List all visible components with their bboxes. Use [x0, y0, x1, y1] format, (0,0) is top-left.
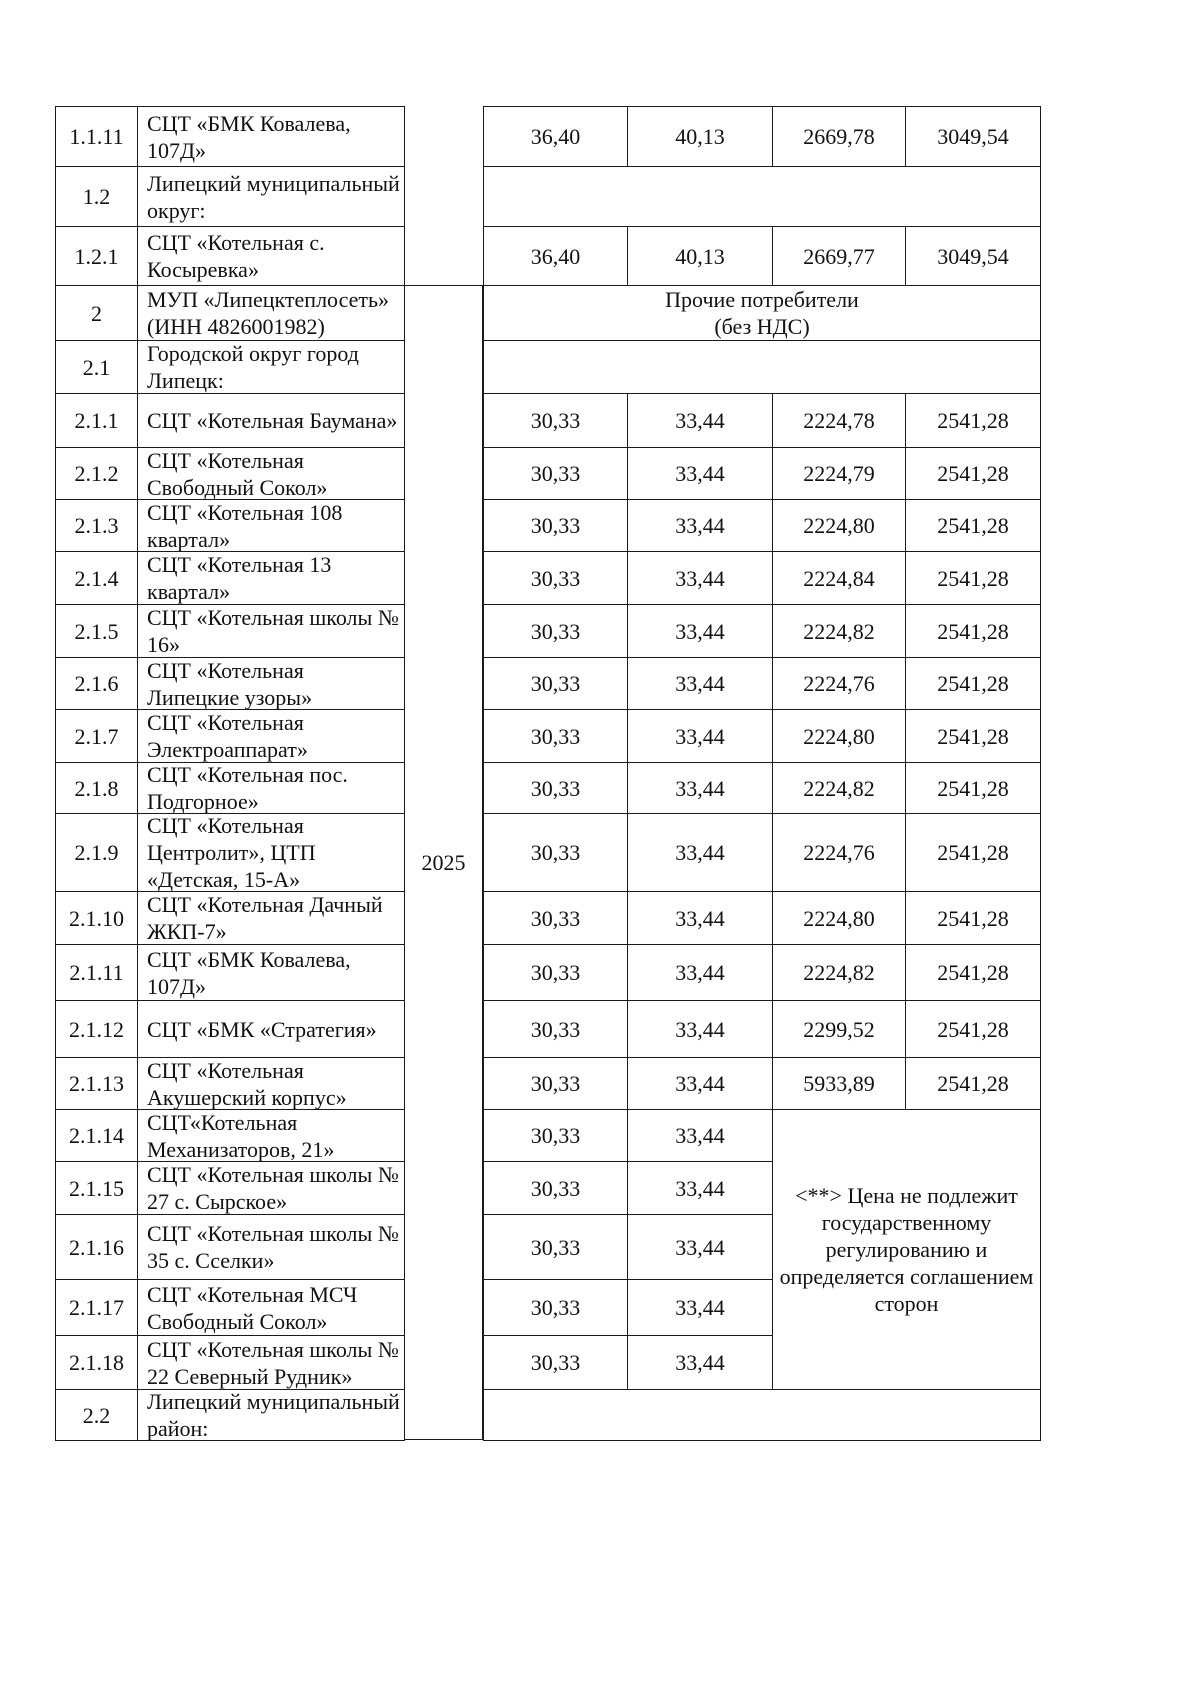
tariff-value-1-text: 30,33 — [530, 1350, 581, 1375]
tariff-value-1-text: 36,40 — [530, 124, 581, 149]
row-name — [137, 709, 405, 763]
row-name-text: СЦТ «Котельная МСЧ Свободный Сокол» — [147, 1281, 358, 1334]
tariff-value-2 — [627, 813, 773, 892]
row-number — [55, 891, 138, 945]
tariff-value-4-text: 2541,28 — [937, 1016, 1009, 1042]
row-number-text: 2 — [91, 300, 102, 326]
tariff-value-3-text: 2224,82 — [803, 618, 875, 644]
row-number-text: 2.1.16 — [69, 1234, 124, 1260]
row-name-text: СЦТ«Котельная Механизаторов, 21» — [147, 1109, 335, 1162]
tariff-value-1 — [483, 1214, 628, 1280]
tariff-value-3-text: 2669,77 — [803, 243, 875, 269]
tariff-value-1-text: 30,33 — [530, 1175, 581, 1201]
row-name — [137, 226, 405, 286]
tariff-value-1-text: 30,33 — [530, 513, 581, 538]
tariff-value-4-text: 3049,54 — [937, 124, 1009, 149]
row-name — [137, 1214, 405, 1280]
row-number — [55, 1057, 138, 1110]
row-name-text: Городской округ город Липецк: — [147, 341, 359, 393]
tariff-value-4 — [905, 499, 1041, 552]
tariff-value-2 — [627, 1109, 773, 1162]
tariff-value-3-text: 2224,76 — [803, 840, 875, 865]
tariff-value-4 — [905, 709, 1041, 763]
tariff-value-1-text: 30,33 — [530, 565, 581, 591]
row-number — [55, 1161, 138, 1215]
row-name-text: СЦТ «Котельная школы № 16» — [147, 605, 399, 657]
row-number — [55, 1214, 138, 1280]
tariff-value-4 — [905, 944, 1041, 1001]
year-cell — [404, 285, 483, 1440]
no-vat-label: (без НДС) — [714, 314, 810, 339]
tariff-value-4-text: 2541,28 — [937, 1071, 1009, 1096]
row-number-text: 1.2 — [82, 184, 111, 209]
tariff-value-3 — [772, 813, 906, 892]
row-name — [137, 1109, 405, 1162]
other-consumers-label: Прочие потребители — [665, 287, 859, 312]
tariff-value-2-text: 33,44 — [675, 1350, 725, 1375]
row-name-text: СЦТ «Котельная Электроаппарат» — [147, 710, 308, 762]
tariff-value-2-text: 33,44 — [675, 618, 725, 644]
tariff-value-1 — [483, 1279, 628, 1336]
row-number-text: 2.1.3 — [74, 513, 119, 538]
tariff-value-4-text: 3049,54 — [937, 243, 1009, 269]
row-number — [55, 106, 138, 167]
tariff-value-4 — [905, 657, 1041, 710]
tariff-value-1-text: 30,33 — [530, 461, 581, 486]
tariff-value-3-text: 2224,76 — [803, 671, 875, 696]
row-name-text: СЦТ «БМК Ковалева, 107Д» — [147, 946, 351, 999]
tariff-value-1-text: 30,33 — [530, 1123, 581, 1148]
tariff-value-2-text: 33,44 — [675, 960, 725, 985]
row-name — [137, 166, 405, 227]
tariff-value-2 — [627, 891, 773, 945]
row-number — [55, 285, 138, 341]
row-number — [55, 499, 138, 552]
row-name — [137, 604, 405, 658]
tariff-value-4-text: 2541,28 — [937, 618, 1009, 644]
tariff-value-3-text: 2224,80 — [803, 513, 875, 538]
tariff-value-4 — [905, 1057, 1041, 1110]
tariff-value-3-text: 2224,79 — [803, 461, 875, 486]
row-number-text: 2.1.2 — [74, 461, 119, 486]
row-name — [137, 1161, 405, 1215]
row-name-text: СЦТ «Котельная Баумана» — [147, 408, 398, 433]
tariff-value-3-text: 5933,89 — [803, 1071, 875, 1096]
tariff-value-1 — [483, 1161, 628, 1215]
tariff-value-2-text: 33,44 — [675, 840, 725, 865]
tariff-value-4-text: 2541,28 — [937, 513, 1009, 538]
tariff-value-4-text: 2541,28 — [937, 960, 1009, 985]
tariff-value-1-text: 30,33 — [530, 671, 581, 696]
row-number-text: 2.1.1 — [74, 408, 119, 433]
regulation-note-text: <**> Цена не подлежит государственному регулированию и определяется соглашением сторон — [779, 1183, 1034, 1316]
tariff-value-2 — [627, 604, 773, 658]
tariff-value-1 — [483, 106, 628, 167]
tariff-value-4-text: 2541,28 — [937, 461, 1009, 486]
row-name-text: СЦТ «БМК «Стратегия» — [147, 1016, 377, 1042]
tariff-value-3 — [772, 709, 906, 763]
row-number — [55, 1335, 138, 1390]
tariff-value-2 — [627, 1214, 773, 1280]
tariff-value-1-text: 30,33 — [530, 1234, 581, 1260]
tariff-value-2-text: 33,44 — [675, 671, 725, 696]
tariff-value-2-text: 33,44 — [675, 723, 725, 749]
tariff-value-2-text: 33,44 — [675, 1123, 725, 1148]
tariff-value-2 — [627, 1335, 773, 1390]
tariff-value-3-text: 2224,84 — [803, 565, 875, 591]
tariff-value-3-text: 2299,52 — [803, 1016, 875, 1042]
row-number-text: 2.1.18 — [69, 1350, 124, 1375]
tariff-value-1-text: 30,33 — [530, 960, 581, 985]
row-name-text: СЦТ «Котельная 13 квартал» — [147, 552, 332, 604]
tariff-value-2 — [627, 1057, 773, 1110]
tariff-value-1-text: 30,33 — [530, 1295, 581, 1320]
tariff-value-1-text: 30,33 — [530, 1071, 581, 1096]
row-number-text: 2.1.9 — [74, 840, 119, 865]
row-number-text: 2.1.8 — [74, 775, 119, 801]
consumer-group-header — [483, 285, 1041, 341]
row-name-text: Липецкий муниципальный район: — [147, 1389, 400, 1441]
row-name — [137, 1000, 405, 1058]
row-name-text: СЦТ «Котельная Акушерский корпус» — [147, 1057, 347, 1110]
tariff-value-2-text: 33,44 — [675, 1295, 725, 1320]
empty-group-row — [483, 166, 1041, 227]
tariff-value-4 — [905, 551, 1041, 605]
tariff-value-1 — [483, 1335, 628, 1390]
tariff-value-3-text: 2224,82 — [803, 775, 875, 801]
tariff-value-2 — [627, 762, 773, 814]
tariff-value-2 — [627, 226, 773, 286]
tariff-value-2-text: 33,44 — [675, 1175, 725, 1201]
row-name — [137, 1057, 405, 1110]
row-number-text: 2.1.4 — [74, 565, 119, 591]
row-name — [137, 1389, 405, 1441]
tariff-value-3-text: 2224,80 — [803, 905, 875, 931]
row-number — [55, 1389, 138, 1441]
tariff-value-1 — [483, 499, 628, 552]
row-number-text: 2.1.12 — [69, 1016, 124, 1042]
tariff-value-2 — [627, 1161, 773, 1215]
tariff-value-2 — [627, 709, 773, 763]
tariff-value-2-text: 33,44 — [675, 461, 725, 486]
row-number-text: 2.1.17 — [69, 1295, 124, 1320]
row-number-text: 2.1.11 — [69, 960, 124, 985]
tariff-value-4 — [905, 813, 1041, 892]
tariff-value-4-text: 2541,28 — [937, 775, 1009, 801]
row-name — [137, 657, 405, 710]
row-name-text: СЦТ «Котельная школы № 27 с. Сырское» — [147, 1162, 399, 1214]
row-number-text: 2.1.5 — [74, 618, 119, 644]
tariff-value-4 — [905, 447, 1041, 500]
row-name-text: СЦТ «Котельная Липецкие узоры» — [147, 657, 313, 710]
tariff-value-1-text: 30,33 — [530, 408, 581, 433]
tariff-value-3 — [772, 762, 906, 814]
row-number-text: 2.1.15 — [69, 1175, 124, 1201]
tariff-value-2 — [627, 1000, 773, 1058]
tariff-value-1 — [483, 551, 628, 605]
tariff-value-3 — [772, 447, 906, 500]
tariff-value-3 — [772, 106, 906, 167]
tariff-value-3-text: 2224,80 — [803, 723, 875, 749]
tariff-value-1 — [483, 1109, 628, 1162]
row-number — [55, 944, 138, 1001]
row-name-text: СЦТ «Котельная 108 квартал» — [147, 499, 343, 552]
tariff-value-3 — [772, 1057, 906, 1110]
tariff-value-2-text: 33,44 — [675, 1016, 725, 1042]
tariff-value-3 — [772, 604, 906, 658]
tariff-value-4 — [905, 1000, 1041, 1058]
row-number-text: 2.1.13 — [69, 1071, 124, 1096]
row-name-text: СЦТ «Котельная Дачный ЖКП-7» — [147, 892, 383, 944]
row-number — [55, 1279, 138, 1336]
tariff-value-2-text: 33,44 — [675, 408, 725, 433]
row-number-text: 2.2 — [82, 1402, 111, 1428]
tariff-value-3-text: 2669,78 — [803, 124, 875, 149]
tariff-value-2 — [627, 551, 773, 605]
row-number-text: 2.1.6 — [74, 671, 119, 696]
tariff-value-3 — [772, 944, 906, 1001]
row-name-text: СЦТ «БМК Ковалева, 107Д» — [147, 110, 351, 163]
tariff-value-1 — [483, 709, 628, 763]
tariff-value-1-text: 36,40 — [530, 243, 581, 269]
tariff-value-4 — [905, 226, 1041, 286]
tariff-value-2-text: 33,44 — [675, 775, 725, 801]
row-number-text: 2.1 — [82, 354, 111, 380]
tariff-value-2 — [627, 499, 773, 552]
tariff-value-4 — [905, 393, 1041, 448]
tariff-value-3 — [772, 393, 906, 448]
row-name — [137, 551, 405, 605]
row-number-text: 1.1.11 — [69, 124, 124, 149]
tariff-value-1 — [483, 891, 628, 945]
row-name — [137, 1335, 405, 1390]
tariff-value-2 — [627, 106, 773, 167]
tariff-value-3 — [772, 551, 906, 605]
row-name-text: Липецкий муниципальный округ: — [147, 170, 400, 223]
tariff-value-3 — [772, 226, 906, 286]
tariff-value-1 — [483, 944, 628, 1001]
row-name-text: СЦТ «Котельная школы № 22 Северный Рудник» — [147, 1336, 399, 1389]
regulation-note — [772, 1109, 1041, 1390]
row-number-text: 2.1.10 — [69, 905, 124, 931]
tariff-value-4-text: 2541,28 — [937, 840, 1009, 865]
tariff-value-4 — [905, 762, 1041, 814]
tariff-value-3-text: 2224,82 — [803, 960, 875, 985]
tariff-value-1 — [483, 762, 628, 814]
row-name — [137, 499, 405, 552]
tariff-value-1 — [483, 604, 628, 658]
tariff-value-3 — [772, 891, 906, 945]
tariff-value-4-text: 2541,28 — [937, 408, 1009, 433]
tariff-value-4-text: 2541,28 — [937, 565, 1009, 591]
row-number — [55, 813, 138, 892]
tariff-value-1 — [483, 657, 628, 710]
row-name — [137, 340, 405, 394]
row-number — [55, 1109, 138, 1162]
tariff-value-3 — [772, 499, 906, 552]
row-name — [137, 285, 405, 341]
year-cell-text: 2025 — [421, 849, 466, 875]
tariff-value-1-text: 30,33 — [530, 775, 581, 801]
empty-group-row — [483, 340, 1041, 394]
tariff-value-2 — [627, 447, 773, 500]
row-name — [137, 813, 405, 892]
tariff-value-3 — [772, 657, 906, 710]
row-number-text: 2.1.14 — [69, 1123, 124, 1148]
row-number — [55, 340, 138, 394]
tariff-value-4 — [905, 604, 1041, 658]
tariff-value-2-text: 33,44 — [675, 513, 725, 538]
tariff-value-1 — [483, 1000, 628, 1058]
row-number-text: 1.2.1 — [74, 243, 119, 269]
tariff-value-4 — [905, 106, 1041, 167]
tariff-value-1-text: 30,33 — [530, 840, 581, 865]
row-name-text: СЦТ «Котельная с. Косыревка» — [147, 230, 325, 282]
tariff-value-2 — [627, 657, 773, 710]
tariff-value-4-text: 2541,28 — [937, 723, 1009, 749]
tariff-value-1-text: 30,33 — [530, 1016, 581, 1042]
tariff-value-1 — [483, 1057, 628, 1110]
tariff-value-2-text: 40,13 — [675, 124, 725, 149]
row-number — [55, 1000, 138, 1058]
row-name — [137, 762, 405, 814]
row-number-text: 2.1.7 — [74, 723, 119, 749]
row-name-text: СЦТ «Котельная школы № 35 с. Сселки» — [147, 1221, 399, 1273]
tariff-value-1-text: 30,33 — [530, 905, 581, 931]
row-number — [55, 226, 138, 286]
tariff-value-4-text: 2541,28 — [937, 905, 1009, 931]
row-number — [55, 657, 138, 710]
tariff-value-1-text: 30,33 — [530, 723, 581, 749]
tariff-value-2-text: 33,44 — [675, 565, 725, 591]
row-name — [137, 1279, 405, 1336]
tariff-value-4 — [905, 891, 1041, 945]
row-number — [55, 709, 138, 763]
row-divider-line — [404, 285, 483, 286]
row-number — [55, 604, 138, 658]
tariff-value-1 — [483, 813, 628, 892]
tariff-value-2 — [627, 393, 773, 448]
row-name — [137, 891, 405, 945]
row-name-text: МУП «Липецктеплосеть» (ИНН 4826001982) — [147, 287, 390, 339]
row-name-text: СЦТ «Котельная пос. Подгорное» — [147, 762, 348, 814]
tariff-value-2 — [627, 944, 773, 1001]
tariff-value-1-text: 30,33 — [530, 618, 581, 644]
tariff-value-2-text: 33,44 — [675, 905, 725, 931]
tariff-value-3 — [772, 1000, 906, 1058]
tariff-value-2-text: 33,44 — [675, 1071, 725, 1096]
tariff-value-4-text: 2541,28 — [937, 671, 1009, 696]
tariff-value-3-text: 2224,78 — [803, 408, 875, 433]
row-name — [137, 393, 405, 448]
tariff-value-2-text: 40,13 — [675, 243, 725, 269]
row-number — [55, 166, 138, 227]
row-name-text: СЦТ «Котельная Свободный Сокол» — [147, 447, 328, 500]
row-name — [137, 106, 405, 167]
tariff-value-2 — [627, 1279, 773, 1336]
row-name — [137, 447, 405, 500]
empty-group-row — [483, 1389, 1041, 1441]
tariff-value-1 — [483, 393, 628, 448]
tariff-value-1 — [483, 447, 628, 500]
row-name-text: СЦТ «Котельная Центролит», ЦТП «Детская, 15-А» — [147, 813, 316, 892]
row-number — [55, 447, 138, 500]
tariff-value-1 — [483, 226, 628, 286]
row-number — [55, 762, 138, 814]
tariff-value-2-text: 33,44 — [675, 1234, 725, 1260]
row-name — [137, 944, 405, 1001]
row-number — [55, 393, 138, 448]
row-number — [55, 551, 138, 605]
